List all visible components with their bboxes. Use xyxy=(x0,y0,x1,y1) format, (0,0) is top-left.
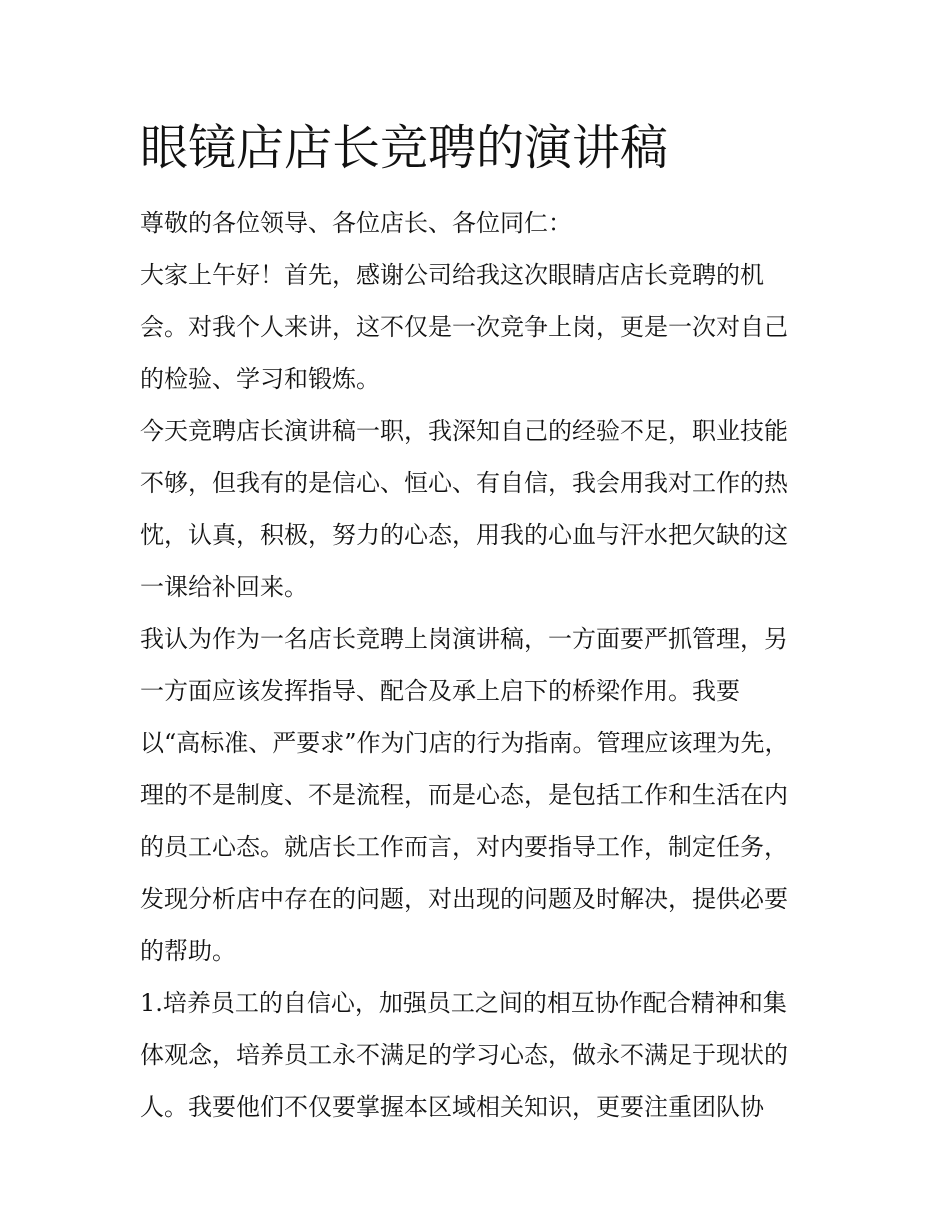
text-line: 人。我要他们不仅要掌握本区域相关知识，更要注重团队协 xyxy=(140,1093,764,1121)
text-line: 发现分析店中存在的问题，对出现的问题及时解决，提供必要 xyxy=(140,885,788,913)
text-line: 大家上午好！首先，感谢公司给我这次眼睛店店长竞聘的机 xyxy=(140,261,764,289)
text-line: 的检验、学习和锻炼。 xyxy=(140,365,380,393)
document-title: 眼镜店店长竞聘的演讲稿 xyxy=(140,120,669,176)
text-line: 不够，但我有的是信心、恒心、有自信，我会用我对工作的热 xyxy=(140,469,788,497)
text-line: 尊敬的各位领导、各位店长、各位同仁： xyxy=(140,209,572,237)
text-line: 理的不是制度、不是流程，而是心态，是包括工作和生活在内 xyxy=(140,781,788,809)
text-line: 一课给补回来。 xyxy=(140,573,308,601)
text-line: 的帮助。 xyxy=(140,937,236,965)
text-line: 今天竞聘店长演讲稿一职，我深知自己的经验不足，职业技能 xyxy=(140,417,788,445)
text-line: 体观念，培养员工永不满足的学习心态，做永不满足于现状的 xyxy=(140,1041,788,1069)
text-line: 1.培养员工的自信心，加强员工之间的相互协作配合精神和集 xyxy=(140,989,787,1017)
text-line: 一方面应该发挥指导、配合及承上启下的桥梁作用。我要 xyxy=(140,677,740,705)
text-line: 我认为作为一名店长竞聘上岗演讲稿，一方面要严抓管理，另 xyxy=(140,625,788,653)
text-line: 忱，认真，积极，努力的心态，用我的心血与汗水把欠缺的这 xyxy=(140,521,788,549)
text-line: 的员工心态。就店长工作而言，对内要指导工作，制定任务， xyxy=(140,833,788,861)
text-line: 以“高标准、严要求”作为门店的行为指南。管理应该理为先， xyxy=(140,729,789,757)
text-line: 会。对我个人来讲，这不仅是一次竞争上岗，更是一次对自己 xyxy=(140,313,788,341)
